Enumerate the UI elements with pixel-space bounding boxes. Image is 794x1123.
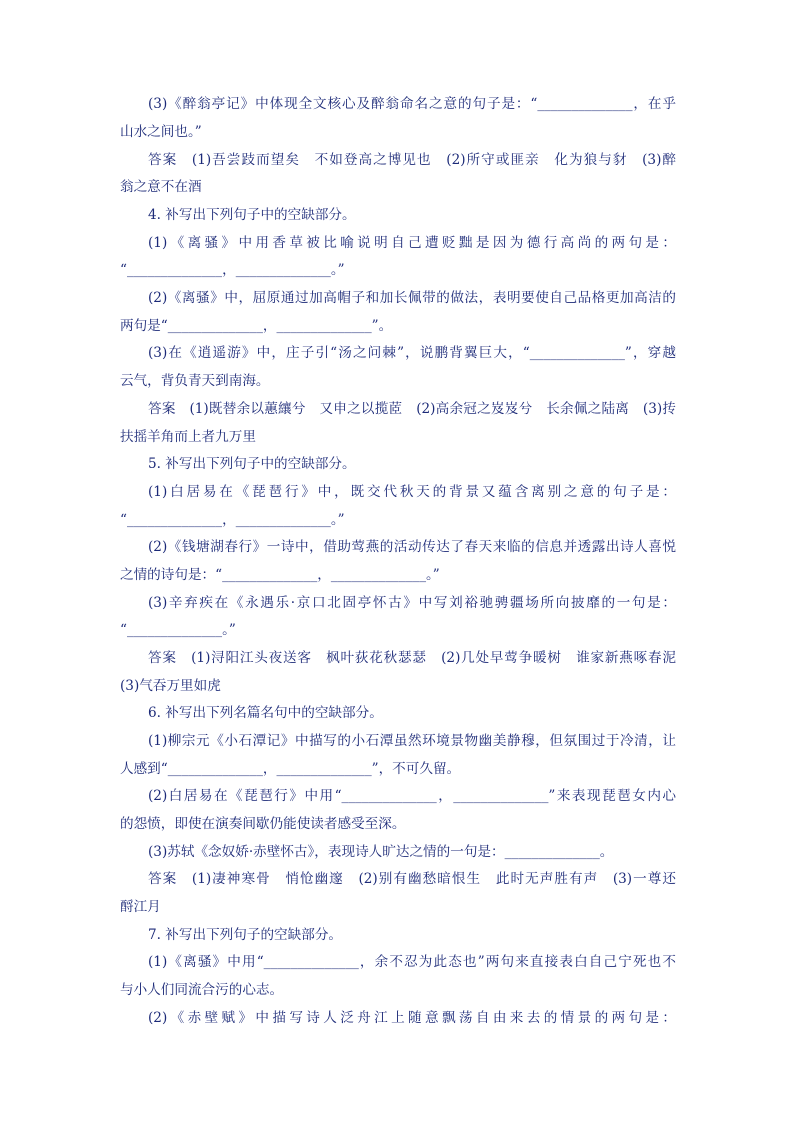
question-heading: 6. 补写出下列名篇名句中的空缺部分。 <box>148 705 383 721</box>
answer-line: 答案 (1)吾尝跂而望矣 不如登高之博见也 (2)所守或匪亲 化为狼与豺 (3)醉 <box>148 152 676 168</box>
text-line: (3)《醉翁亭记》中体现全文核心及醉翁命名之意的句子是：“______________，在乎 <box>148 96 676 112</box>
text-line: (3)苏轼《念奴娇·赤壁怀古》，表现诗人旷达之情的一句是：______________。 <box>148 844 614 860</box>
text-line: (1)《离骚》中用香草被比喻说明自己遭贬黜是因为德行高尚的两句是： <box>148 235 676 251</box>
text-line: (1)《离骚》中用“______________，余不忍为此态也”两句来直接表白自己宁死也不 <box>148 954 676 970</box>
text-line: 山水之间也。” <box>120 124 202 140</box>
text-line: “______________，______________。” <box>120 512 345 528</box>
text-line: (2)《离骚》中，屈原通过加高帽子和加长佩带的做法，表明要使自己品格更加高洁的 <box>148 290 676 306</box>
answer-line: 翁之意不在酒 <box>120 179 202 195</box>
text-line: 两句是“______________，______________”。 <box>120 318 393 334</box>
text-line: (2)《钱塘湖春行》一诗中，借助莺燕的活动传达了春天来临的信息并透露出诗人喜悦 <box>148 539 676 555</box>
answer-line: 答案 (1)浔阳江头夜送客 枫叶荻花秋瑟瑟 (2)几处早莺争暖树 谁家新燕啄春泥 <box>148 650 676 666</box>
text-line: (2)白居易在《琵琶行》中用“______________，______________”来表现琵琶女内心 <box>148 788 676 804</box>
answer-line: 扶摇羊角而上者九万里 <box>120 429 256 445</box>
answer-line: 答案 (1)既替余以蕙纕兮 又申之以揽茝 (2)高余冠之岌岌兮 长余佩之陆离 (3)抟 <box>148 401 676 417</box>
text-line: (2)《赤壁赋》中描写诗人泛舟江上随意飘荡自由来去的情景的两句是： <box>148 1010 676 1026</box>
text-line: (3)在《逍遥游》中，庄子引“汤之问棘”，说鹏背翼巨大，“______________”，穿越 <box>148 345 676 361</box>
text-line: 之情的诗句是：“______________，______________。” <box>120 567 440 583</box>
text-line: (1)白居易在《琵琶行》中，既交代秋天的背景又蕴含离别之意的句子是： <box>148 484 676 500</box>
question-heading: 4. 补写出下列句子中的空缺部分。 <box>148 207 356 223</box>
text-line: “______________。” <box>120 622 236 638</box>
text-line: (1)柳宗元《小石潭记》中描写的小石潭虽然环境景物幽美静穆，但氛围过于冷清，让 <box>148 733 676 749</box>
text-line: “______________，______________。” <box>120 262 345 278</box>
text-line: 人感到“______________，______________”，不可久留。 <box>120 761 461 777</box>
answer-line: 答案 (1)凄神寒骨 悄怆幽邃 (2)别有幽愁暗恨生 此时无声胜有声 (3)一尊还 <box>148 871 676 887</box>
answer-line: 酹江月 <box>120 899 161 915</box>
text-line: 与小人们同流合污的心志。 <box>120 982 284 998</box>
text-line: 的怨愤，即使在演奏间歇仍能使读者感受至深。 <box>120 816 406 832</box>
question-heading: 7. 补写出下列句子的空缺部分。 <box>148 927 343 943</box>
answer-line: (3)气吞万里如虎 <box>120 678 221 694</box>
question-heading: 5. 补写出下列句子中的空缺部分。 <box>148 456 356 472</box>
text-line: (3)辛弃疾在《永遇乐·京口北固亭怀古》中写刘裕驰骋疆场所向披靡的一句是： <box>148 595 676 611</box>
text-line: 云气，背负青天到南海。 <box>120 373 270 389</box>
